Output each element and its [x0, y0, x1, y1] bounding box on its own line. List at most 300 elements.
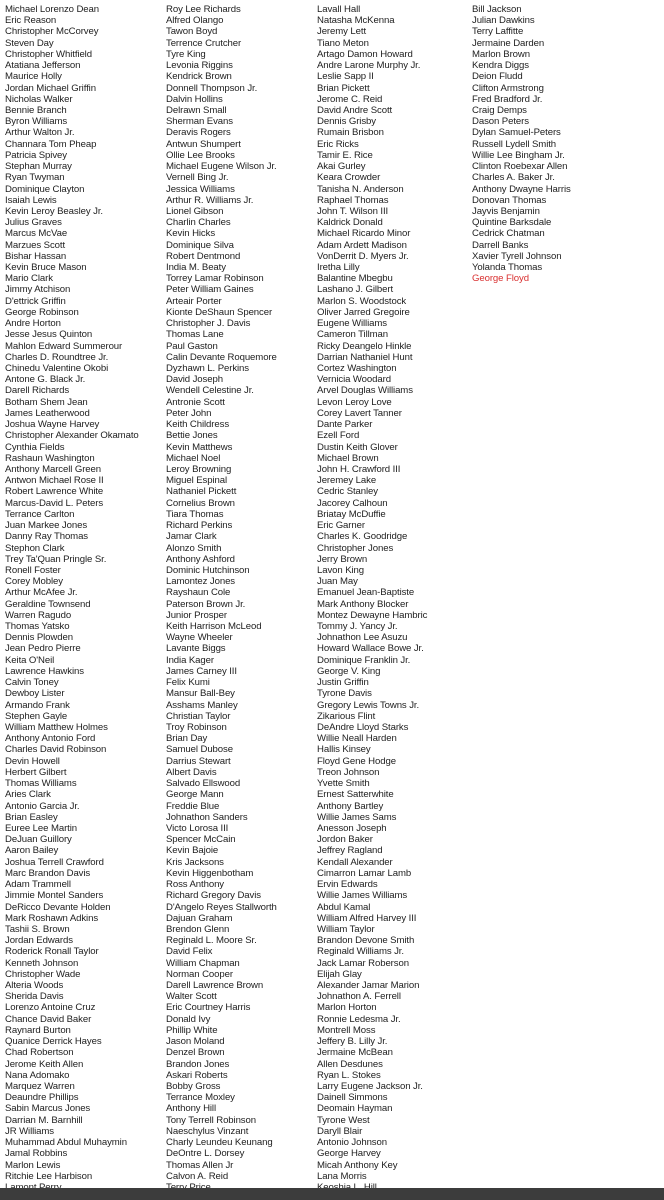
name-entry: Darrian M. Barnhill [5, 1114, 83, 1126]
name-entry: Montrell Moss [317, 1024, 376, 1036]
name-entry: Lamontez Jones [166, 576, 235, 588]
name-entry: Cameron Tillman [317, 329, 389, 341]
name-entry: Arvel Douglas Williams [317, 385, 413, 397]
name-entry: Raphael Thomas [317, 194, 389, 206]
name-entry: Calvin Toney [5, 677, 59, 689]
name-entry: Abdul Kamal [317, 901, 371, 913]
name-entry: Keith Childress [166, 419, 230, 431]
name-entry: Kendra Diggs [472, 60, 529, 72]
name-entry: Andre Horton [5, 318, 61, 330]
name-entry: Lashano J. Gilbert [317, 284, 394, 296]
name-entry: Darell Lawrence Brown [166, 980, 264, 992]
name-entry: Kris Jacksons [166, 856, 224, 868]
name-entry: Reginald L. Moore Sr. [166, 935, 257, 947]
name-entry: Dylan Samuel-Peters [472, 127, 561, 139]
name-entry: Arthur McAfee Jr. [5, 587, 78, 599]
name-entry: Miguel Espinal [166, 475, 227, 487]
name-entry: Jimmy Atchison [5, 284, 71, 296]
bottom-bar [0, 1188, 664, 1200]
name-entry: Fred Bradford Jr. [472, 93, 543, 105]
name-entry: Jeffery B. Lilly Jr. [317, 1036, 388, 1048]
name-entry: Darell Richards [5, 385, 70, 397]
name-entry: Antronie Scott [166, 396, 225, 408]
name-entry: William Alfred Harvey III [317, 912, 417, 924]
name-entry: Anthony Dwayne Harris [472, 183, 571, 195]
name-entry: George Mann [166, 789, 224, 801]
name-entry: Kevin Leroy Beasley Jr. [5, 205, 103, 217]
name-entry: William Chapman [166, 957, 240, 969]
name-entry: Ervin Edwards [317, 879, 378, 891]
name-entry: Tawon Boyd [166, 26, 218, 38]
name-entry: DeRicco Devante Holden [5, 901, 111, 913]
name-entry: Felix Kumi [166, 677, 210, 689]
name-entry: Bennie Branch [5, 104, 67, 116]
name-entry: Willie Neall Harden [317, 733, 397, 745]
name-entry: Paterson Brown Jr. [166, 598, 246, 610]
name-entry: Jimmie Montel Sanders [5, 890, 104, 902]
name-entry: Ritchie Lee Harbison [5, 1170, 93, 1182]
name-entry: Ollie Lee Brooks [166, 149, 235, 161]
name-entry: Jamar Clark [166, 531, 217, 543]
name-entry: Deion Fludd [472, 71, 523, 83]
name-entry: Ronnie Ledesma Jr. [317, 1013, 401, 1025]
name-entry: Charles A. Baker Jr. [472, 172, 555, 184]
name-entry: Kevin Bajoie [166, 845, 219, 857]
name-entry: Anthony Hill [166, 1103, 216, 1115]
name-entry: DeOntre L. Dorsey [166, 1148, 245, 1160]
name-entry: Nana Adomako [5, 1069, 70, 1081]
name-entry: Kendrick Brown [166, 71, 232, 83]
name-entry: William Matthew Holmes [5, 722, 108, 733]
name-entry: Tommy J. Yancy Jr. [317, 621, 398, 633]
name-entry: Christopher McCorvey [5, 26, 99, 38]
name-entry: Joshua Terrell Crawford [5, 856, 104, 868]
name-entry: Cynthia Fields [5, 441, 65, 453]
name-entry: Cornelius Brown [166, 497, 235, 509]
name-entry: Stephon Clark [5, 542, 65, 554]
name-entry: Jerry Brown [317, 553, 368, 565]
name-entry: Raynard Burton [5, 1024, 71, 1036]
name-entry: Charles David Robinson [5, 744, 107, 756]
name-entry: Delrawn Small [166, 104, 227, 116]
name-entry: Calin Devante Roquemore [166, 351, 277, 363]
name-entry: Elijah Glay [317, 968, 362, 980]
name-entry: Sabin Marcus Jones [5, 1103, 91, 1115]
name-entry: Geraldine Townsend [5, 598, 91, 610]
name-entry: Christopher Jones [317, 542, 394, 554]
highlighted-name-entry: George Floyd [472, 273, 529, 285]
name-entry: Kevin Matthews [166, 441, 233, 453]
name-entry: Jason Moland [166, 1036, 225, 1048]
name-entry: Chad Robertson [5, 1047, 74, 1059]
name-entry: Mansur Ball-Bey [166, 688, 235, 700]
name-entry: Antonio Johnson [317, 1137, 387, 1149]
name-entry: Brian Easley [5, 811, 58, 823]
name-entry: Brian Day [166, 733, 208, 745]
name-entry: Charles D. Roundtree Jr. [5, 351, 109, 363]
name-entry: Atatiana Jefferson [5, 60, 81, 72]
name-entry: Willie James Williams [317, 890, 408, 902]
name-entry: Cortez Washington [317, 363, 397, 374]
name-entry: Yolanda Thomas [472, 262, 543, 274]
name-entry: Jesse Jesus Quinton [5, 329, 93, 341]
name-entry: Iretha Lilly [317, 262, 360, 274]
name-entry: Lana Morris [317, 1170, 367, 1182]
name-entry: Botham Shem Jean [5, 396, 88, 408]
name-entry: Mark Anthony Blocker [317, 598, 409, 610]
name-entry: Leslie Sapp II [317, 71, 374, 83]
name-entry: Charlin Charles [166, 217, 231, 229]
name-entry: Antonio Garcia Jr. [5, 800, 80, 812]
name-entry: Eric Courtney Harris [166, 1002, 251, 1014]
name-entry: Eric Garner [317, 520, 365, 532]
name-entry: Clinton Roebexar Allen [472, 161, 568, 173]
name-entry: Corey Mobley [5, 576, 63, 588]
name-entry: Johnathon Lee Asuzu [317, 632, 408, 644]
name-entry: Armando Frank [5, 699, 70, 711]
name-entry: Juan May [317, 576, 358, 588]
name-entry: Danny Ray Thomas [5, 531, 89, 543]
name-entry: Roderick Ronall Taylor [5, 946, 99, 958]
name-entry: Devin Howell [5, 755, 60, 767]
name-entry: Robert Lawrence White [5, 486, 104, 498]
name-entry: Thomas Allen Jr [166, 1159, 234, 1171]
name-entry: Ezell Ford [317, 430, 360, 442]
name-entry: Marquez Warren [5, 1081, 75, 1092]
name-entry: Corey Lavert Tanner [317, 407, 402, 419]
name-entry: Junior Prosper [166, 609, 227, 621]
name-entry: Spencer McCain [166, 834, 236, 846]
name-entry: Marlon Horton [317, 1002, 377, 1014]
name-entry: Walter Scott [166, 991, 217, 1003]
name-entry: Askari Roberts [166, 1069, 228, 1081]
name-entry: Michael Brown [317, 452, 379, 464]
name-entry: Isaiah Lewis [5, 194, 57, 206]
name-entry: David Joseph [166, 374, 223, 386]
name-entry: Richard Perkins [166, 520, 233, 532]
name-entry: Dustin Keith Glover [317, 441, 398, 453]
name-entry: Rayshaun Cole [166, 587, 231, 599]
name-entry: Sherman Evans [166, 116, 233, 128]
name-entry: Lorenzo Antoine Cruz [5, 1002, 96, 1014]
name-entry: Brian Pickett [317, 82, 370, 94]
name-entry: Tyrone Davis [317, 688, 372, 700]
name-entry: Alfred Olango [166, 15, 224, 27]
name-entry: Anthony Antonio Ford [5, 733, 96, 745]
name-entry: Trey Ta'Quan Pringle Sr. [5, 553, 107, 565]
name-entry: Kevin Bruce Mason [5, 262, 87, 274]
name-entry: Levonia Riggins [166, 60, 233, 72]
name-entry: Dainell Simmons [317, 1092, 388, 1104]
name-entry: George Robinson [5, 306, 79, 318]
name-entry: Reginald Williams Jr. [317, 946, 404, 958]
name-entry: Naeschylus Vinzant [166, 1125, 249, 1137]
name-entry: Arthur R. Williams Jr. [166, 194, 254, 206]
name-entry: Warren Ragudo [5, 609, 72, 621]
name-entry: Salvado Ellswood [166, 778, 241, 790]
name-entry: Vernicia Woodard [317, 374, 391, 386]
name-entry: Alexander Jamar Marion [317, 980, 420, 992]
name-entry: Bishar Hassan [5, 250, 67, 262]
name-entry: Ross Anthony [166, 879, 224, 891]
name-entry: Marlon Lewis [5, 1159, 61, 1171]
name-entry: Christian Taylor [166, 710, 231, 722]
name-entry: Wendell Celestine Jr. [166, 385, 254, 397]
name-entry: James Leatherwood [5, 407, 90, 419]
name-entry: Lawrence Hawkins [5, 665, 84, 677]
name-entry: William Taylor [317, 923, 375, 935]
name-entry: Artago Damon Howard [317, 48, 413, 60]
name-entry: Dominique Clayton [5, 183, 85, 195]
name-entry: Xavier Tyrell Johnson [472, 250, 562, 262]
name-entry: Jack Lamar Roberson [317, 957, 409, 969]
name-entry: Lavall Hall [317, 4, 361, 15]
name-entry: Marcus McVae [5, 228, 68, 240]
name-entry: Asshams Manley [166, 699, 238, 711]
name-entry: Lavon King [317, 564, 365, 576]
name-entry: Ronell Foster [5, 564, 61, 576]
name-entry: Terrence Crutcher [166, 37, 242, 49]
name-entry: Donald Ivy [166, 1013, 211, 1025]
name-entry: Joshua Wayne Harvey [5, 419, 100, 431]
name-entry: Jacorey Calhoun [317, 497, 388, 509]
name-entry: Antone G. Black Jr. [5, 374, 86, 386]
name-entry: Ernest Satterwhite [317, 789, 394, 801]
name-entry: Antwun Shumpert [166, 138, 241, 150]
name-entry: Tashii S. Brown [5, 923, 70, 935]
name-entry: Albert Davis [166, 766, 217, 778]
name-entry: Gregory Lewis Towns Jr. [317, 699, 420, 711]
name-entry: Johnathon A. Ferrell [317, 991, 401, 1003]
name-entry: Julius Graves [5, 217, 62, 229]
name-entry: Hallis Kinsey [317, 744, 371, 756]
name-entry: Eric Ricks [317, 138, 359, 150]
name-entry: Tiano Meton [317, 37, 369, 49]
name-entry: Charles K. Goodridge [317, 531, 408, 543]
name-entry: Aries Clark [5, 789, 51, 801]
name-entry: Jeffrey Ragland [317, 845, 383, 857]
name-entry: Anesson Joseph [317, 822, 387, 834]
name-entry: Adam Trammell [5, 879, 71, 891]
name-entry: Juan Markee Jones [5, 520, 88, 532]
name-entry: Phillip White [166, 1024, 218, 1036]
name-entry: Lionel Gibson [166, 205, 224, 217]
name-entry: David Felix [166, 946, 213, 958]
name-entry: JR Williams [5, 1125, 54, 1137]
name-entry: Levon Leroy Love [317, 396, 392, 408]
name-entry: Cimarron Lamar Lamb [317, 867, 412, 879]
name-entry: Oliver Jarred Gregoire [317, 306, 410, 318]
name-entry: Zikarious Flint [317, 710, 376, 722]
name-entry: Dominic Hutchinson [166, 564, 250, 576]
name-entry: George Harvey [317, 1148, 381, 1160]
name-entry: Quanice Derrick Hayes [5, 1036, 102, 1048]
name-entry: Larry Eugene Jackson Jr. [317, 1081, 423, 1092]
name-entry: Vernell Bing Jr. [166, 172, 229, 184]
name-entry: Quintine Barksdale [472, 217, 552, 229]
name-entry: Donovan Thomas [472, 194, 547, 206]
name-entry: Anthony Marcell Green [5, 463, 102, 475]
name-entry: Justin Griffin [317, 677, 369, 689]
name-entry: Leroy Browning [166, 463, 232, 475]
name-entry: Julian Dawkins [472, 15, 535, 27]
name-entry: Tiara Thomas [166, 508, 224, 520]
name-entry: Freddie Blue [166, 800, 220, 812]
name-entry: Craig Demps [472, 104, 527, 116]
name-entry: Brandon Devone Smith [317, 935, 415, 947]
name-entry: Andre Larone Murphy Jr. [317, 60, 421, 72]
name-entry: Balantine Mbegbu [317, 273, 393, 285]
name-entry: Dajuan Graham [166, 912, 233, 924]
name-entry: Tyrone West [317, 1114, 370, 1126]
name-entry: Torrey Lamar Robinson [166, 273, 264, 285]
name-entry: Jerome Keith Allen [5, 1058, 84, 1070]
name-entry: Dason Peters [472, 116, 529, 128]
name-entry: Jermaine McBean [317, 1047, 393, 1059]
name-entry: Victo Lorosa III [166, 822, 229, 834]
name-entry: Eugene Williams [317, 318, 387, 330]
name-entry: Anthony Ashford [166, 553, 235, 565]
name-entry: Wayne Wheeler [166, 632, 233, 644]
name-entry: Paul Gaston [166, 340, 218, 352]
name-entry: Deaundre Phillips [5, 1092, 79, 1104]
name-entry: Mark Roshawn Adkins [5, 912, 99, 924]
name-entry: Calvon A. Reid [166, 1170, 229, 1182]
name-entry: Peter William Gaines [166, 284, 254, 296]
name-entry: Floyd Gene Hodge [317, 755, 396, 767]
name-entry: Akai Gurley [317, 161, 366, 173]
name-entry: Russell Lydell Smith [472, 138, 557, 150]
name-entry: Kenneth Johnson [5, 957, 79, 969]
name-entry: Dante Parker [317, 419, 373, 431]
name-entry: Thomas Williams [5, 778, 77, 790]
name-entry: Emanuel Jean-Baptiste [317, 587, 415, 599]
name-entry: Christopher Alexander Okamato [5, 430, 139, 442]
name-entry: Denzel Brown [166, 1047, 225, 1059]
name-entry: Cedric Stanley [317, 486, 378, 498]
name-entry: Eric Reason [5, 15, 57, 27]
name-entry: John T. Wilson III [317, 205, 389, 217]
name-entry: Keita O'Neil [5, 654, 55, 666]
name-entry: Samuel Dubose [166, 744, 233, 756]
name-entry: John H. Crawford III [317, 463, 401, 475]
name-entry: Treon Johnson [317, 766, 380, 778]
name-entry: James Carney III [166, 665, 237, 677]
name-entry: Charly Leundeu Keunang [166, 1137, 273, 1149]
name-entry: Marlon S. Woodstock [317, 295, 407, 307]
name-entry: Maurice Holly [5, 71, 62, 83]
name-entry: Michael Noel [166, 452, 221, 464]
names-column-3 [317, 4, 427, 1193]
name-entry: Anthony Bartley [317, 800, 384, 812]
name-entry: Dalvin Hollins [166, 93, 223, 105]
name-entry: Jean Pedro Pierre [5, 643, 81, 655]
name-entry: Alonzo Smith [166, 542, 222, 554]
name-entry: Chance David Baker [5, 1013, 92, 1025]
name-entry: Briatay McDuffie [317, 508, 386, 520]
name-entry: Rashaun Washington [5, 452, 95, 464]
name-entry: Deomain Hayman [317, 1103, 393, 1115]
name-entry: George V. King [317, 665, 381, 677]
name-entry: Thomas Lane [166, 329, 224, 341]
name-entry: Ricky Deangelo Hinkle [317, 340, 412, 352]
name-entry: Michael Lorenzo Dean [5, 4, 99, 15]
name-entry: India Kager [166, 654, 214, 666]
name-entry: Marc Brandon Davis [5, 867, 91, 879]
name-entry: Christopher Wade [5, 968, 81, 980]
name-entry: Roy Lee Richards [166, 4, 241, 15]
name-entry: Kaldrick Donald [317, 217, 383, 229]
name-entry: Tyre King [166, 48, 206, 60]
name-entry: Kionte DeShaun Spencer [166, 306, 273, 318]
name-entry: Jerome C. Reid [317, 93, 383, 105]
name-entry: Aaron Bailey [5, 845, 59, 857]
name-entry: Darrian Nathaniel Hunt [317, 351, 413, 363]
name-entry: Dyzhawn L. Perkins [166, 363, 249, 374]
name-entry: Christopher J. Davis [166, 318, 251, 330]
name-entry: D'Angelo Reyes Stallworth [166, 901, 277, 913]
name-entry: Muhammad Abdul Muhaymin [5, 1137, 127, 1149]
name-entry: Bettie Jones [166, 430, 218, 442]
name-entry: Euree Lee Martin [5, 822, 77, 834]
name-entry: Arthur Walton Jr. [5, 127, 75, 139]
name-entry: Brandon Jones [166, 1058, 230, 1070]
name-entry: Dennis Plowden [5, 632, 73, 644]
name-entry: Terrance Carlton [5, 508, 75, 520]
name-entry: Montez Dewayne Hambric [317, 609, 428, 621]
names-column-2 [166, 4, 277, 1193]
name-entry: Troy Robinson [166, 722, 227, 733]
name-entry: Jermaine Darden [472, 37, 545, 49]
name-entry: Sherida Davis [5, 991, 64, 1003]
name-entry: Jayvis Benjamin [472, 205, 540, 217]
name-entry: Nicholas Walker [5, 93, 73, 105]
name-entry: Howard Wallace Bowe Jr. [317, 643, 424, 655]
name-entry: Daryll Blair [317, 1125, 363, 1137]
name-entry: Deravis Rogers [166, 127, 231, 139]
name-entry: DeJuan Guillory [5, 834, 72, 846]
name-entry: Rumain Brisbon [317, 127, 384, 139]
name-entry: Yvette Smith [317, 778, 370, 790]
name-entry: Lavante Biggs [166, 643, 226, 655]
name-entry: Kendall Alexander [317, 856, 393, 868]
name-entry: Natasha McKenna [317, 15, 395, 27]
name-entry: Willie James Sams [317, 811, 397, 823]
name-entry: Johnathon Sanders [166, 811, 248, 823]
name-entry: Micah Anthony Key [317, 1159, 398, 1171]
name-entry: Mario Clark [5, 273, 53, 285]
name-entry: Herbert Gilbert [5, 766, 67, 778]
name-entry: Darrius Stewart [166, 755, 231, 767]
name-entry: Marzues Scott [5, 239, 66, 251]
name-entry: Peter John [166, 407, 212, 419]
name-entry: DeAndre Lloyd Starks [317, 722, 409, 733]
name-entry: Dennis Grisby [317, 116, 376, 128]
name-entry: Jordan Edwards [5, 935, 73, 947]
name-entry: Dominique Franklin Jr. [317, 654, 411, 666]
name-entry: Alteria Woods [5, 980, 64, 992]
name-entry: Clifton Armstrong [472, 82, 544, 94]
name-entry: Byron Williams [5, 116, 68, 128]
name-entry: Michael Eugene Wilson Jr. [166, 161, 277, 173]
name-entry: VonDerrit D. Myers Jr. [317, 250, 409, 262]
name-entry: Tamir E. Rice [317, 149, 373, 161]
name-entry: Stephan Murray [5, 161, 72, 173]
name-entry: D'ettrick Griffin [5, 295, 66, 307]
name-entry: Ryan Twyman [5, 172, 65, 184]
name-entry: Chinedu Valentine Okobi [5, 363, 109, 374]
name-entry: Antwon Michael Rose II [5, 475, 104, 487]
